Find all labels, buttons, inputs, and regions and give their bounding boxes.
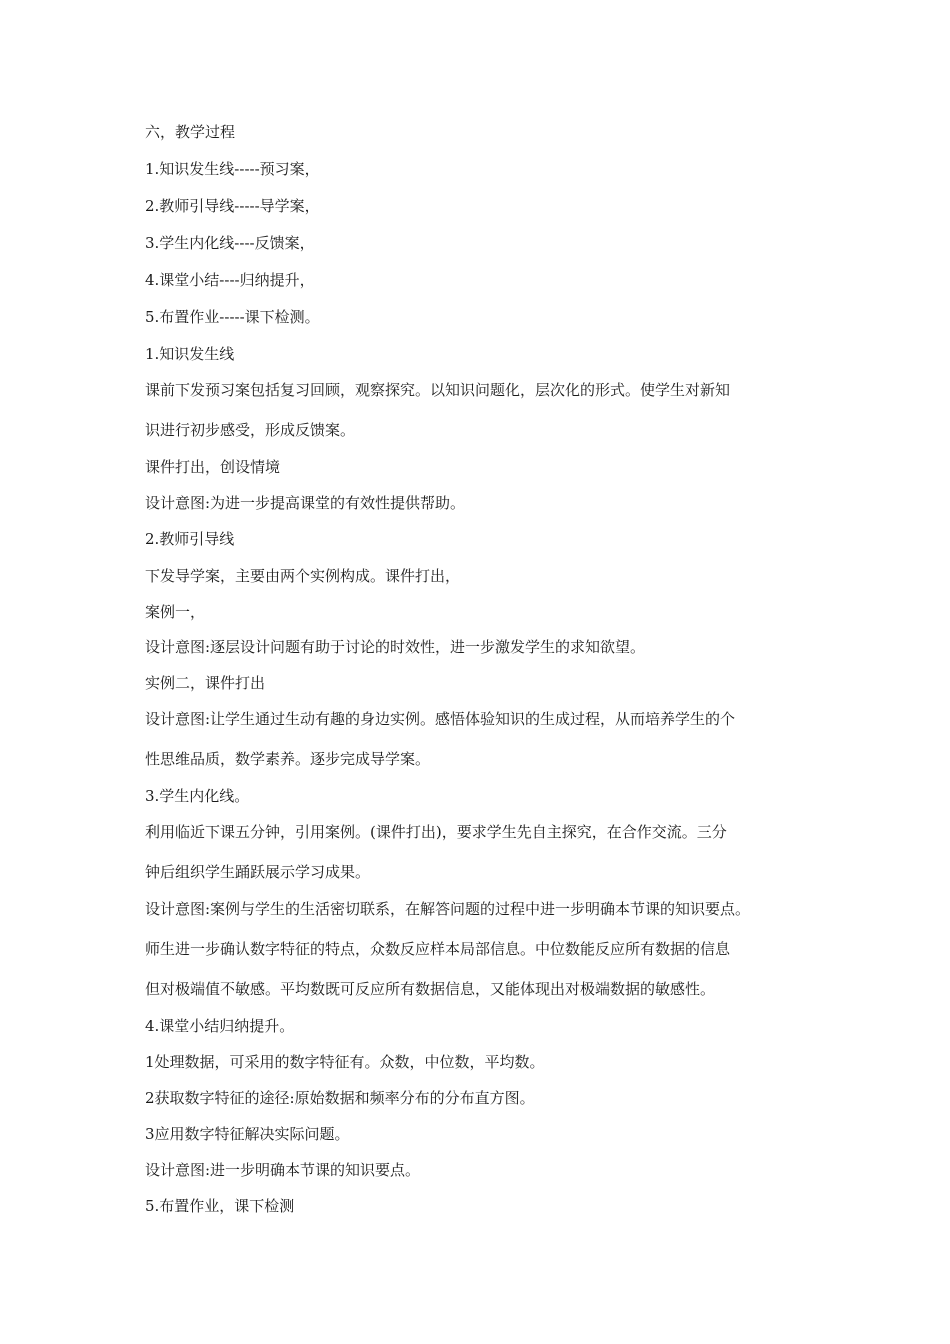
outline-item-2: 2.教师引导线-----导学案， <box>145 197 320 215</box>
design-intent-line: 设计意图:逐层设计问题有助于讨论的时效性，进一步激发学生的求知欲望。 <box>145 638 646 656</box>
paragraph-line: 课前下发预习案包括复习回顾，观察探究。以知识问题化，层次化的形式。使学生对新知 <box>145 381 731 399</box>
outline-item-1: 1.知识发生线-----预习案， <box>145 160 320 178</box>
summary-item-3: 3应用数字特征解决实际问题。 <box>145 1125 350 1143</box>
subheading-4: 4.课堂小结归纳提升。 <box>145 1017 295 1035</box>
paragraph-line: 钟后组织学生踊跃展示学习成果。 <box>145 863 371 881</box>
outline-item-4: 4.课堂小结----归纳提升， <box>145 271 315 289</box>
design-intent-line: 设计意图:让学生通过生动有趣的身边实例。感悟体验知识的生成过程，从而培养学生的个 <box>145 710 736 728</box>
section-heading: 六，教学过程 <box>145 123 236 141</box>
subheading-2: 2.教师引导线 <box>145 530 235 548</box>
subheading-3: 3.学生内化线。 <box>145 787 250 805</box>
paragraph-line: 但对极端值不敏感。平均数既可反应所有数据信息，又能体现出对极端数据的敏感性。 <box>145 980 716 998</box>
paragraph-line: 课件打出，创设情境 <box>145 458 281 476</box>
summary-item-1: 1处理数据，可采用的数字特征有。众数，中位数，平均数。 <box>145 1053 545 1071</box>
summary-item-2: 2获取数字特征的途径:原始数据和频率分布的分布直方图。 <box>145 1089 535 1107</box>
paragraph-line: 性思维品质，数学素养。逐步完成导学案。 <box>145 750 431 768</box>
subheading-5: 5.布置作业，课下检测 <box>145 1197 295 1215</box>
outline-item-5: 5.布置作业-----课下检测。 <box>145 308 320 326</box>
outline-item-3: 3.学生内化线----反馈案， <box>145 234 315 252</box>
paragraph-line: 识进行初步感受，形成反馈案。 <box>145 421 356 439</box>
paragraph-line: 实例二，课件打出 <box>145 674 266 692</box>
paragraph-line: 下发导学案，主要由两个实例构成。课件打出， <box>145 567 461 585</box>
paragraph-line: 利用临近下课五分钟，引用案例。(课件打出)，要求学生先自主探究，在合作交流。三分 <box>145 823 727 841</box>
design-intent-line: 设计意图:案例与学生的生活密切联系，在解答问题的过程中进一步明确本节课的知识要点。 <box>145 900 751 918</box>
paragraph-line: 师生进一步确认数字特征的特点，众数反应样本局部信息。中位数能反应所有数据的信息 <box>145 940 731 958</box>
paragraph-line: 案例一， <box>145 603 206 621</box>
design-intent-line: 设计意图:进一步明确本节课的知识要点。 <box>145 1161 421 1179</box>
design-intent-line: 设计意图:为进一步提高课堂的有效性提供帮助。 <box>145 494 466 512</box>
subheading-1: 1.知识发生线 <box>145 345 235 363</box>
